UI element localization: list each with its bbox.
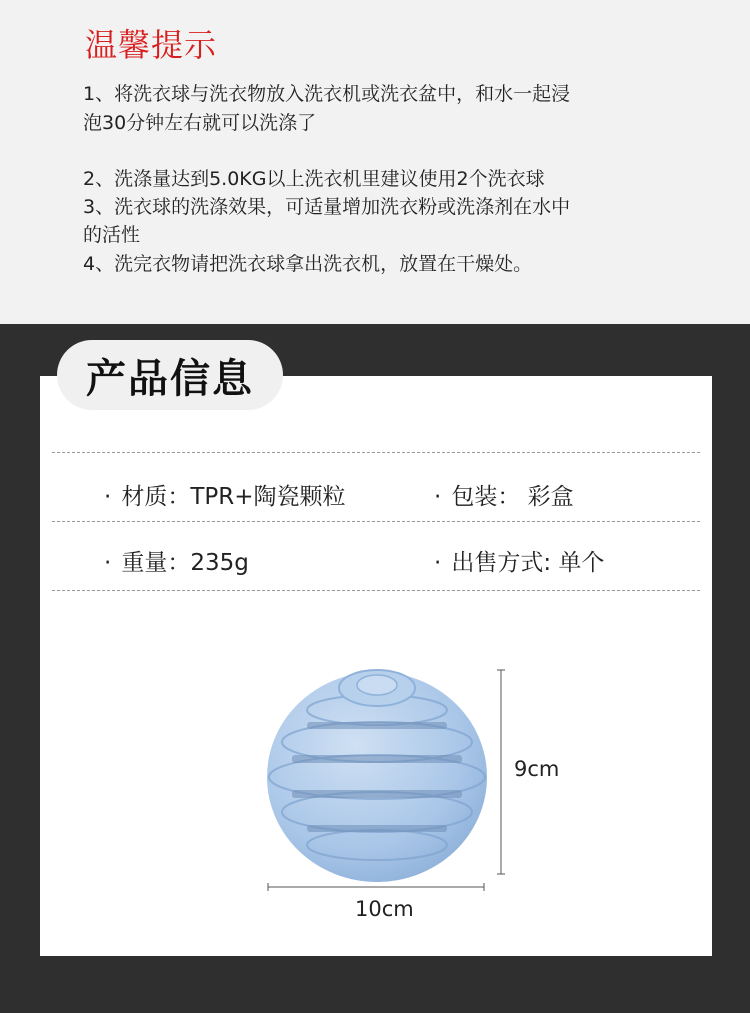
product-info-title: 产品信息	[86, 355, 254, 402]
laundry-ball-image	[262, 660, 512, 900]
tip-line: 3、洗衣球的洗涤效果，可适量增加洗衣粉或洗涤剂在水中	[83, 196, 571, 218]
material-text: 材质：TPR+陶瓷颗粒	[121, 484, 346, 510]
weight-text: 重量：235g	[121, 550, 249, 576]
tip-line: 的活性	[83, 224, 141, 246]
sale-mode-info	[434, 544, 604, 577]
packaging-info	[434, 478, 574, 511]
divider	[52, 590, 700, 591]
bullet: ·	[104, 484, 112, 510]
weight-info	[104, 544, 249, 577]
tip-line: 2、洗涤量达到5.0KG以上洗衣机里建议使用2个洗衣球	[83, 168, 545, 190]
product-info-badge	[57, 340, 283, 410]
bullet: ·	[104, 550, 112, 576]
divider	[52, 521, 700, 522]
height-label: 9cm	[514, 757, 560, 781]
tips-title: 温馨提示	[85, 26, 218, 64]
packaging-text: 包装： 彩盒	[451, 484, 574, 510]
tip-line: 4、洗完衣物请把洗衣球拿出洗衣机，放置在干燥处。	[83, 253, 533, 275]
tip-line: 泡30分钟左右就可以洗涤了	[83, 112, 317, 134]
width-label: 10cm	[355, 897, 414, 921]
width-dimension-line	[266, 882, 488, 892]
divider	[52, 452, 700, 453]
tip-line: 1、将洗衣球与洗衣物放入洗衣机或洗衣盆中，和水一起浸	[83, 83, 571, 105]
sale-mode-text: 出售方式: 单个	[451, 550, 605, 576]
height-dimension-line	[496, 668, 506, 878]
bullet: ·	[434, 484, 442, 510]
bullet: ·	[434, 550, 442, 576]
tips-section	[0, 0, 750, 324]
material-info	[104, 478, 345, 511]
ball-top-button	[357, 675, 397, 695]
